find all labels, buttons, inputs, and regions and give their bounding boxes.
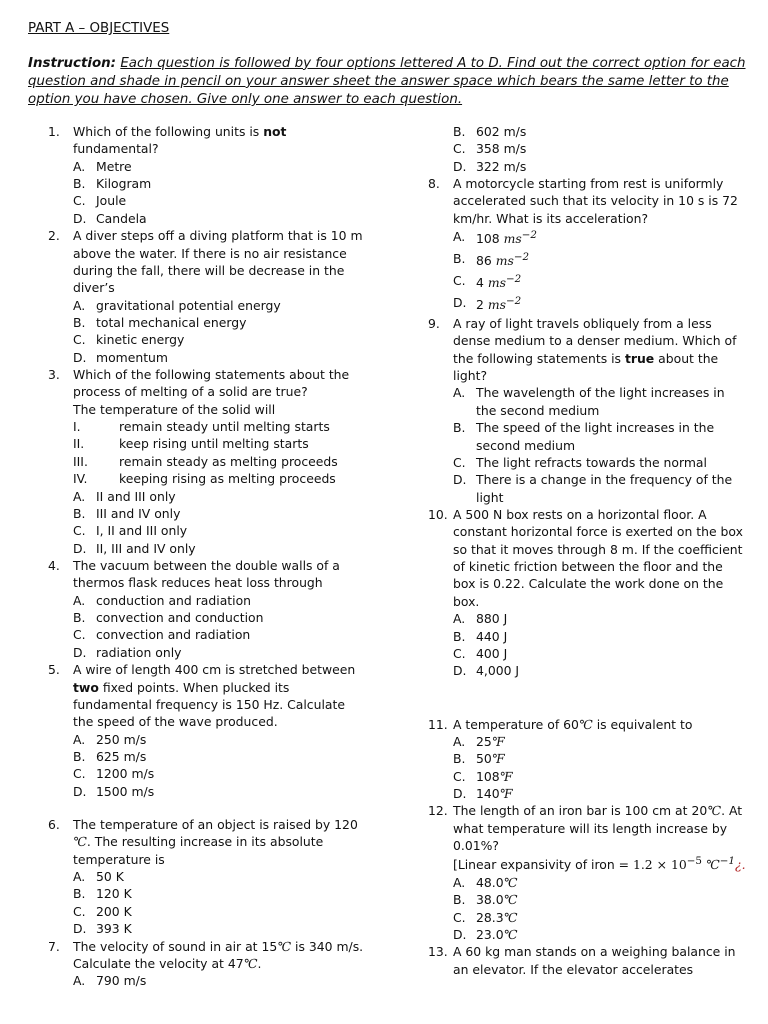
option-b: B. 86 $ms^{-2}$ [453,251,530,269]
question-substem: The temperature of the solid will [73,401,276,417]
option-a: A. Metre [73,158,132,174]
options-list [73,592,368,661]
question-11 [428,716,748,803]
option-d: D. Candela [73,210,147,226]
options-list [73,488,368,557]
question-stem: A wire of length 400 cm is stretched between two fixed points. When plucked its fundamental frequency is 150 Hz. Calculate the speed of the wave produced. [73,662,356,730]
question-10 [428,506,748,680]
question-number: 12. [428,803,448,819]
option-d: D. 2 $ms^{-2}$ [453,295,522,313]
option-a: A. 250 m/s [73,731,147,747]
question-13 [428,943,748,978]
question-12 [428,802,748,943]
question-stem: The velocity of sound in air at 15℃ is 340 m/s. Calculate the velocity at 47℃. [73,938,364,971]
option-b: B. The speed of the light increases in the second medium [453,420,715,453]
question-stem: A diver steps off a diving platform that is 10 m above the water. If there is no air resistance during the fall, there will be decrease in the diver’s [73,228,363,296]
right-column [428,123,748,978]
left-column [48,123,368,990]
option-a: A. 108 $ms^{-2}$ [453,229,537,247]
option-a: A. 50 K [73,869,124,885]
question-note: [Linear expansivity of iron = $1.2 \times 10^{-5}$ ℃$^{-1}$¿. [453,855,746,873]
spacer [428,680,748,716]
option-a: A. II and III only [73,488,176,504]
question-number: 6. [48,817,60,833]
spacer [48,800,368,816]
question-stem: A ray of light travels obliquely from a less dense medium to a denser medium. Which of the following statements is true about the light? [453,316,737,384]
option-b: B. 602 m/s [453,124,527,139]
option-b: B. 440 J [453,628,508,644]
part-title: PART A – OBJECTIVES [28,21,170,36]
option-c: C. 200 K [73,903,132,919]
instruction [28,55,748,109]
option-a: A. 880 J [453,611,508,627]
option-a: A. 48.0℃ [453,874,518,890]
option-a: A. conduction and radiation [73,592,252,608]
option-c: C. 1200 m/s [73,766,155,782]
option-d: D. II, III and IV only [73,540,196,556]
option-c: C. 28.3℃ [453,909,518,925]
option-a: A. The wavelength of the light increases in the second medium [453,385,725,418]
option-b: B. total mechanical energy [73,314,247,330]
question-number: 3. [48,367,60,383]
option-b: B. III and IV only [73,505,181,521]
option-c: C. 358 m/s [453,141,527,157]
options-list [453,384,748,506]
question-stem: A motorcycle starting from rest is uniformly accelerated such that its velocity in 10 s is 72 km/hr. What is its acceleration? [453,176,738,226]
question-number: 5. [48,662,60,678]
option-b: B. Kilogram [73,176,152,192]
question-number: 2. [48,228,60,244]
options-list [73,972,368,989]
options-list [453,227,748,315]
option-b: B. convection and conduction [73,610,264,626]
question-number: 11. [428,716,448,732]
option-d: D. 23.0℃ [453,927,518,943]
option-d: D. 393 K [73,921,132,937]
statement-iv: IV. keeping rising as melting proceeds [73,471,336,487]
option-c: C. 4 $ms^{-2}$ [453,273,522,291]
options-list [73,158,368,227]
options-list [73,868,368,937]
options-list [453,733,748,802]
question-stem: Which of the following statements about the process of melting of a solid are true? [73,367,350,400]
options-list [73,731,368,800]
option-a: A. 790 m/s [73,973,147,989]
question-2 [48,227,368,366]
option-c: C. I, II and III only [73,523,188,539]
question-stem: The vacuum between the double walls of a thermos flask reduces heat loss through [73,557,340,591]
option-d: D. 322 m/s [453,158,527,174]
statement-ii: II. keep rising until melting starts [73,436,309,452]
question-8 [428,175,748,315]
question-stem: Which of the following units is not fundamental? [73,124,287,157]
option-b: B. 120 K [73,886,132,902]
option-b: B. 50℉ [453,751,505,767]
question-stem: The length of an iron bar is 100 cm at 20℃. At what temperature will its length increase by 0.01%? [453,803,743,854]
question-7-options-continued [428,123,748,175]
statement-i: I. remain steady until melting starts [73,419,330,435]
question-stem: The temperature of an object is raised by 120 ℃. The resulting increase in its absolute temperature is [73,817,358,867]
option-a: A. 25℉ [453,733,505,749]
instruction-label: Instruction: [28,55,117,71]
instruction-text: Each question is followed by four options lettered A to D. Find out the correct option for each question and shade in pencil on your answer sheet the answer space which bears the same letter to the option you have chosen. Give only one answer to each question. [28,55,746,107]
option-c: C. The light refracts towards the normal [453,454,707,470]
question-6 [48,816,368,938]
option-c: C. Joule [73,193,127,209]
question-9 [428,315,748,506]
question-stem: A 60 kg man stands on a weighing balance in an elevator. If the elevator accelerates [453,944,736,977]
option-c: C. 400 J [453,645,508,661]
question-7 [48,938,368,990]
option-d: D. radiation only [73,644,182,660]
question-stem: A 500 N box rests on a horizontal floor. A constant horizontal force is exerted on the box so that it moves through 8 m. If the coefficient of kinetic friction between the floor and the box is 0.22. Calculate the work done on the box. [453,506,743,609]
option-d: D. 4,000 J [453,663,520,679]
option-d: D. There is a change in the frequency of the light [453,472,733,505]
option-c: C. 108℉ [453,768,513,784]
option-a: A. gravitational potential energy [73,297,281,313]
statement-iii: III. remain steady as melting proceeds [73,453,338,469]
option-b: B. 625 m/s [73,748,147,764]
question-number: 8. [428,176,440,192]
question-number: 1. [48,124,60,139]
option-c: C. convection and radiation [73,627,251,643]
option-c: C. kinetic energy [73,332,185,348]
option-d: D. 1500 m/s [73,783,155,799]
option-d: D. momentum [73,349,168,365]
question-4 [48,557,368,661]
question-1 [48,123,368,227]
question-5 [48,661,368,800]
header [28,20,748,109]
options-list [453,874,748,943]
question-number: 4. [48,557,60,573]
option-b: B. 38.0℃ [453,892,518,908]
question-number: 13. [428,944,448,960]
option-d: D. 140℉ [453,786,513,802]
options-list [73,297,368,366]
question-number: 10. [428,506,448,522]
question-number: 9. [428,316,440,332]
question-3 [48,366,368,557]
question-number: 7. [48,938,60,954]
question-stem: A temperature of 60℃ is equivalent to [453,716,693,732]
options-list [453,610,748,679]
